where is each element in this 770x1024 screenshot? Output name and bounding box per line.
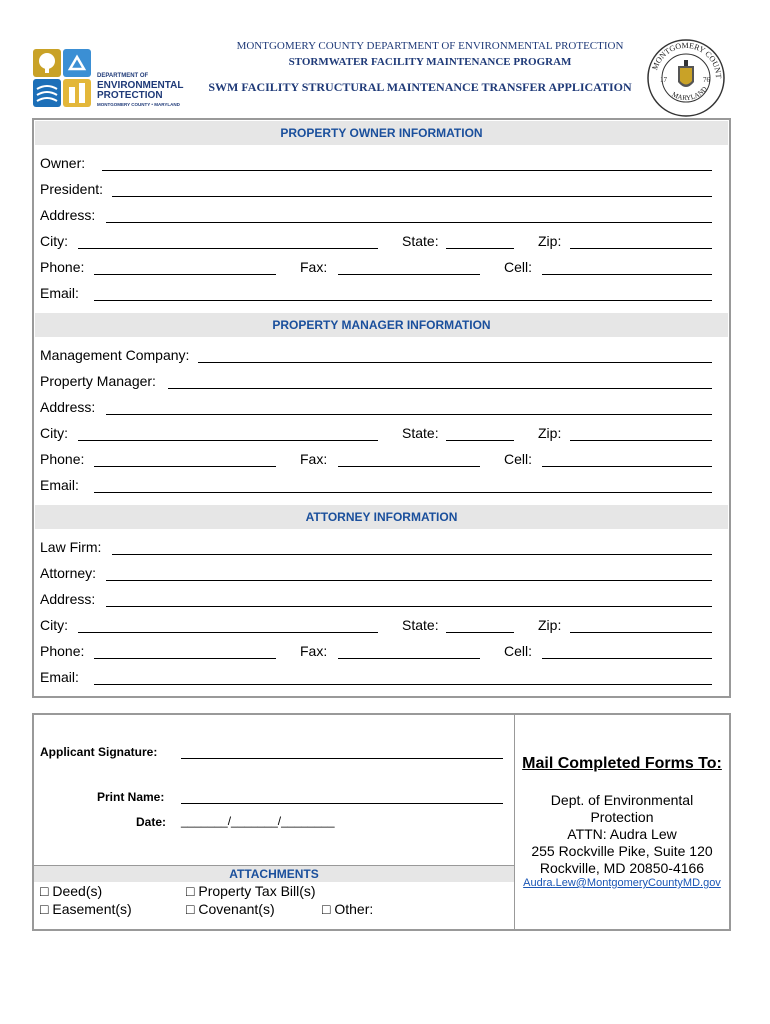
date-label: Date:	[136, 815, 167, 829]
program-name: STORMWATER FACILITY MAINTENANCE PROGRAM	[288, 56, 572, 68]
svg-text:DEPARTMENT OF: DEPARTMENT OF	[97, 73, 149, 79]
attorney-band	[35, 505, 728, 529]
mail-heading: Mail Completed Forms To:	[522, 755, 722, 772]
mail-email-link[interactable]: Audra.Lew@MontgomeryCountyMD.gov	[523, 877, 721, 889]
attorney-address-label: Address:	[40, 591, 96, 607]
print-name-field[interactable]	[181, 803, 503, 804]
owner-band	[35, 121, 728, 145]
president-label: President:	[40, 181, 104, 197]
owner-email-field[interactable]	[94, 300, 712, 301]
attorney-phone-field[interactable]	[94, 658, 276, 659]
owner-phone-field[interactable]	[94, 274, 276, 275]
owner-fax-label: Fax:	[300, 259, 328, 275]
owner-section-title: PROPERTY OWNER INFORMATION	[280, 126, 483, 140]
signature-field[interactable]	[181, 758, 503, 759]
manager-cell-label: Cell:	[504, 451, 533, 467]
tax-bill-label: Property Tax Bill(s)	[198, 883, 316, 899]
attorney-section-title: ATTORNEY INFORMATION	[305, 510, 458, 524]
manager-city-label: City:	[40, 425, 68, 441]
manager-phone-label: Phone:	[40, 451, 85, 467]
attorney-state-label: State:	[402, 617, 439, 633]
deed-checkbox-icon: □	[40, 883, 49, 899]
attorney-state-field[interactable]	[446, 632, 514, 633]
box-divider	[514, 715, 515, 929]
tax-bill-checkbox[interactable]	[186, 883, 316, 899]
attorney-email-label: Email:	[40, 669, 79, 685]
manager-fax-label: Fax:	[300, 451, 328, 467]
manager-city-field[interactable]	[78, 440, 378, 441]
date-field[interactable]: _______/_______/________	[181, 814, 335, 828]
attorney-city-field[interactable]	[78, 632, 378, 633]
deed-checkbox[interactable]	[40, 883, 102, 899]
manager-label: Property Manager:	[40, 373, 156, 389]
mail-line-3: ATTN: Audra Lew	[567, 826, 677, 842]
svg-text:ENVIRONMENTAL: ENVIRONMENTAL	[97, 80, 184, 91]
owner-state-field[interactable]	[446, 248, 514, 249]
attorney-phone-label: Phone:	[40, 643, 85, 659]
easement-checkbox[interactable]	[40, 901, 132, 917]
company-label: Management Company:	[40, 347, 190, 363]
attorney-address-field[interactable]	[106, 606, 712, 607]
covenant-checkbox[interactable]	[186, 901, 275, 917]
attorney-cell-field[interactable]	[542, 658, 712, 659]
county-seal-graphic	[646, 38, 726, 118]
attorney-field[interactable]	[106, 580, 712, 581]
attorney-fax-field[interactable]	[338, 658, 480, 659]
attachments-title: ATTACHMENTS	[229, 867, 319, 881]
attorney-city-label: City:	[40, 617, 68, 633]
owner-city-field[interactable]	[78, 248, 378, 249]
owner-address-field[interactable]	[106, 222, 712, 223]
manager-email-label: Email:	[40, 477, 79, 493]
owner-zip-field[interactable]	[570, 248, 712, 249]
law-firm-field[interactable]	[112, 554, 712, 555]
tax-bill-checkbox-icon: □	[186, 883, 195, 899]
attorney-zip-label: Zip:	[538, 617, 562, 633]
svg-text:MARYLAND: MARYLAND	[670, 85, 709, 103]
manager-state-label: State:	[402, 425, 439, 441]
law-firm-label: Law Firm:	[40, 539, 102, 555]
covenant-label: Covenant(s)	[198, 901, 275, 917]
mail-line-4: 255 Rockville Pike, Suite 120	[531, 843, 713, 859]
attorney-label: Attorney:	[40, 565, 97, 581]
manager-address-field[interactable]	[106, 414, 712, 415]
attorney-fax-label: Fax:	[300, 643, 328, 659]
mail-address	[516, 792, 728, 889]
attorney-cell-label: Cell:	[504, 643, 533, 659]
department-name: MONTGOMERY COUNTY DEPARTMENT OF ENVIRONMENTAL PROTECTION	[236, 40, 624, 52]
owner-phone-label: Phone:	[40, 259, 85, 275]
owner-cell-field[interactable]	[542, 274, 712, 275]
easement-label: Easement(s)	[52, 901, 132, 917]
county-seal	[646, 38, 726, 118]
president-field[interactable]	[112, 196, 712, 197]
owner-city-label: City:	[40, 233, 68, 249]
manager-zip-label: Zip:	[538, 425, 562, 441]
company-field[interactable]	[198, 362, 712, 363]
info-box	[32, 118, 731, 698]
manager-section-title: PROPERTY MANAGER INFORMATION	[272, 318, 491, 332]
svg-text:MONTGOMERY COUNTY • MARYLAND: MONTGOMERY COUNTY • MARYLAND	[97, 102, 180, 107]
mail-line-1: Dept. of Environmental	[550, 792, 694, 808]
manager-fax-field[interactable]	[338, 466, 480, 467]
manager-cell-field[interactable]	[542, 466, 712, 467]
owner-address-label: Address:	[40, 207, 96, 223]
deed-label: Deed(s)	[52, 883, 103, 899]
print-name-label: Print Name:	[97, 790, 165, 804]
easement-checkbox-icon: □	[40, 901, 49, 917]
attorney-zip-field[interactable]	[570, 632, 712, 633]
owner-state-label: State:	[402, 233, 439, 249]
other-checkbox-icon: □	[322, 901, 331, 917]
owner-cell-label: Cell:	[504, 259, 533, 275]
other-checkbox[interactable]	[322, 901, 373, 917]
manager-address-label: Address:	[40, 399, 96, 415]
manager-phone-field[interactable]	[94, 466, 276, 467]
signature-label: Applicant Signature:	[40, 745, 158, 759]
manager-email-field[interactable]	[94, 492, 712, 493]
covenant-checkbox-icon: □	[186, 901, 195, 917]
other-label: Other:	[334, 901, 374, 917]
manager-zip-field[interactable]	[570, 440, 712, 441]
owner-email-label: Email:	[40, 285, 79, 301]
svg-text:PROTECTION: PROTECTION	[97, 90, 163, 101]
form-title: SWM FACILITY STRUCTURAL MAINTENANCE TRANSFER APPLICATION	[208, 80, 632, 94]
mail-line-5: Rockville, MD 20850-4166	[539, 860, 705, 876]
owner-label: Owner:	[40, 155, 86, 171]
owner-zip-label: Zip:	[538, 233, 562, 249]
manager-band	[35, 313, 728, 337]
manager-state-field[interactable]	[446, 440, 514, 441]
owner-field[interactable]	[102, 170, 712, 171]
mail-line-2: Protection	[590, 809, 654, 825]
manager-field[interactable]	[168, 388, 712, 389]
attorney-email-field[interactable]	[94, 684, 712, 685]
svg-text:MONTGOMERY COUNTY: MONTGOMERY COUNT	[650, 40, 724, 79]
svg-text:76: 76	[703, 76, 710, 84]
owner-fax-field[interactable]	[338, 274, 480, 275]
svg-text:17: 17	[660, 76, 667, 84]
